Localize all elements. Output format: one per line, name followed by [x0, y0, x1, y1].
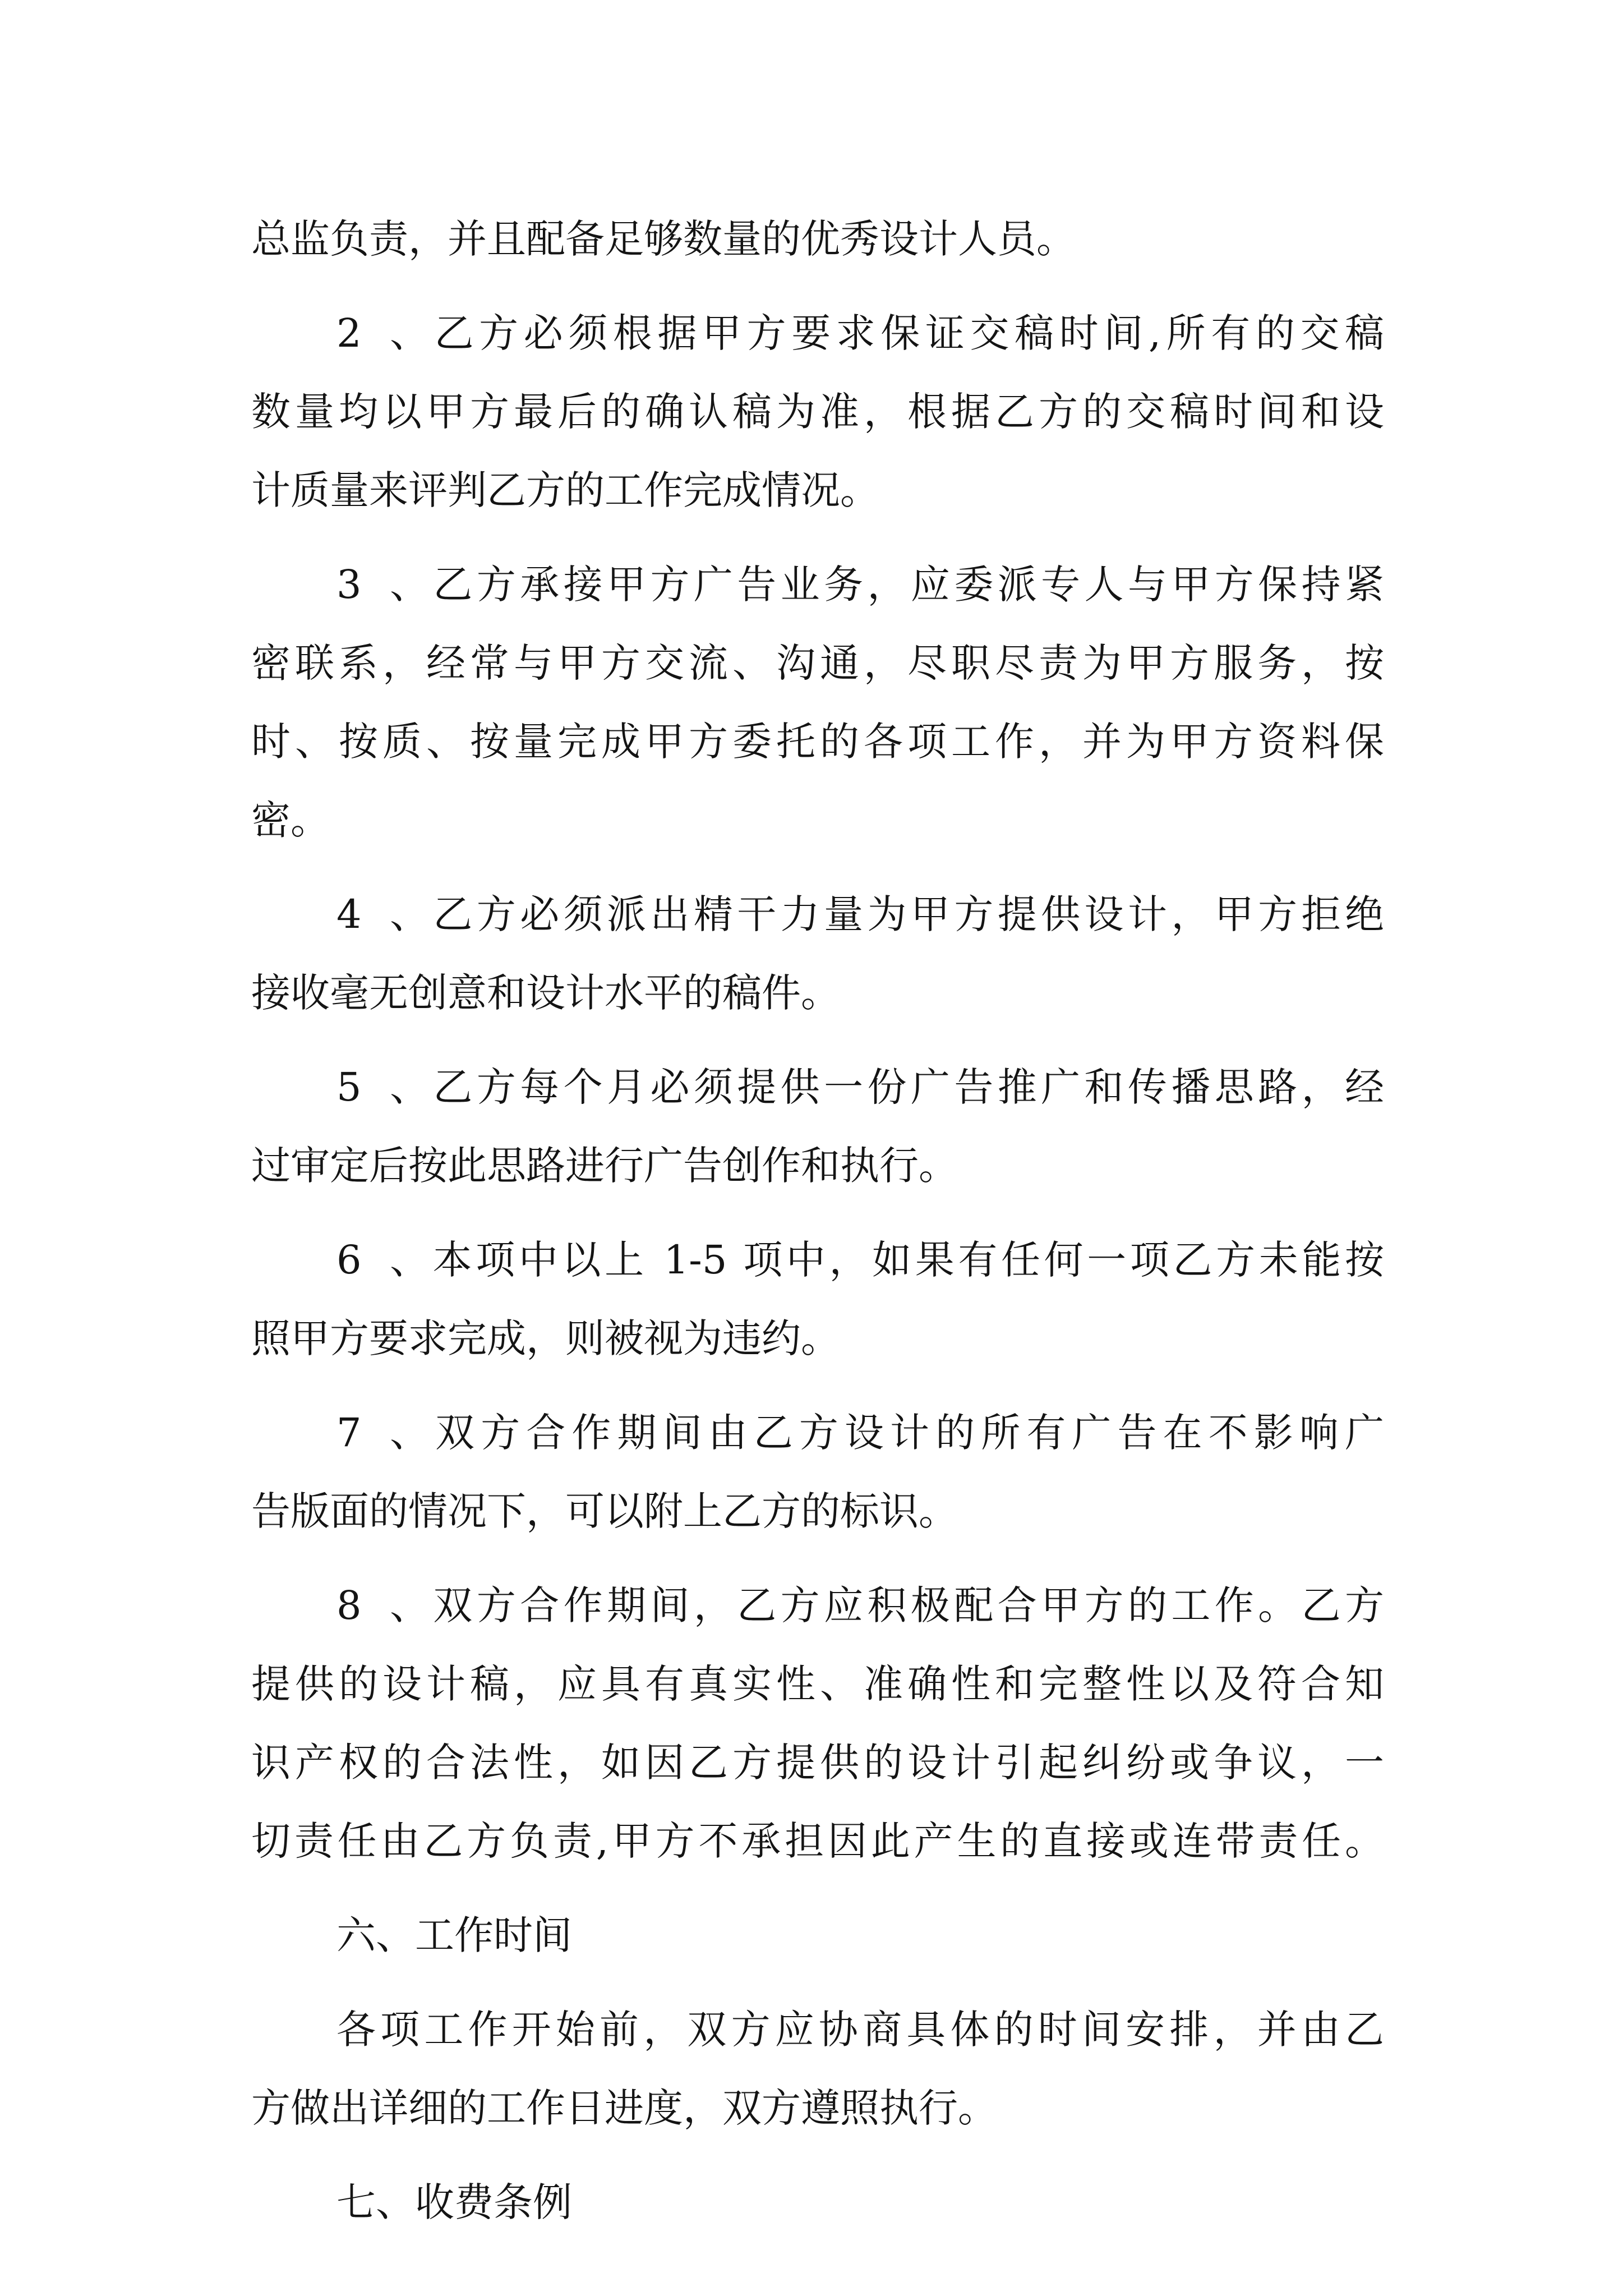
clause-2-line-1: 2、乙方必须根据甲方要求保证交稿时间,所有的交稿 [251, 294, 1384, 372]
contract-text [251, 200, 1384, 2242]
clause-number: 8、 [336, 1582, 429, 1628]
text-line: 总监负责，并且配备足够数量的优秀设计人员。 [251, 216, 1076, 262]
section-heading-work-time: 六、工作时间 [336, 1912, 572, 1958]
clause-number: 5、 [336, 1064, 429, 1110]
text-line: 告版面的情况下，可以附上乙方的标识。 [251, 1488, 958, 1534]
clause-number: 6、 [336, 1237, 429, 1283]
text-line: 照甲方要求完成，则被视为违约。 [251, 1315, 840, 1361]
text-line: 提供的设计稿，应具有真实性、准确性和完整性以及符合知 [251, 1661, 1384, 1707]
text-line: 各项工作开始前，双方应协商具体的时间安排，并由乙 [336, 2007, 1384, 2053]
clause-5-line-1: 5、乙方每个月必须提供一份广告推广和传播思路，经 [251, 1048, 1384, 1126]
text-line: 识产权的合法性，如因乙方提供的设计引起纠纷或争议，一 [251, 1740, 1384, 1786]
clause-number: 4、 [336, 891, 429, 937]
clause-number: 2、 [336, 310, 429, 356]
clause-number: 7、 [336, 1410, 429, 1456]
clause-4-line-1: 4、乙方必须派出精干力量为甲方提供设计，甲方拒绝 [251, 875, 1384, 954]
text-line: 方做出详细的工作日进度，双方遵照执行。 [251, 2085, 997, 2131]
text-line: 密联系，经常与甲方交流、沟通，尽职尽责为甲方服务，按 [251, 640, 1384, 686]
text-line: 接收毫无创意和设计水平的稿件。 [251, 970, 840, 1016]
text-line: 密。 [251, 797, 330, 843]
clause-3-line-1: 3、乙方承接甲方广告业务，应委派专人与甲方保持紧 [251, 545, 1384, 624]
text-line: 数量均以甲方最后的确认稿为准，根据乙方的交稿时间和设 [251, 389, 1384, 435]
text-line: 过审定后按此思路进行广告创作和执行。 [251, 1143, 958, 1189]
clause-number: 3、 [336, 562, 429, 608]
text-line: 切责任由乙方负责,甲方不承担因此产生的直接或连带责任。 [251, 1818, 1384, 1864]
clause-6-line-1: 6、本项中以上 1-5 项中，如果有任何一项乙方未能按 [251, 1221, 1384, 1299]
clause-7-line-1: 7、双方合作期间由乙方设计的所有广告在不影响广 [251, 1393, 1384, 1472]
section-heading-fees: 七、收费条例 [336, 2179, 572, 2225]
clause-8-line-1: 8、双方合作期间，乙方应积极配合甲方的工作。乙方 [251, 1566, 1384, 1645]
text-line: 时、按质、按量完成甲方委托的各项工作，并为甲方资料保 [251, 719, 1384, 765]
text-line: 计质量来评判乙方的工作完成情况。 [251, 467, 879, 513]
